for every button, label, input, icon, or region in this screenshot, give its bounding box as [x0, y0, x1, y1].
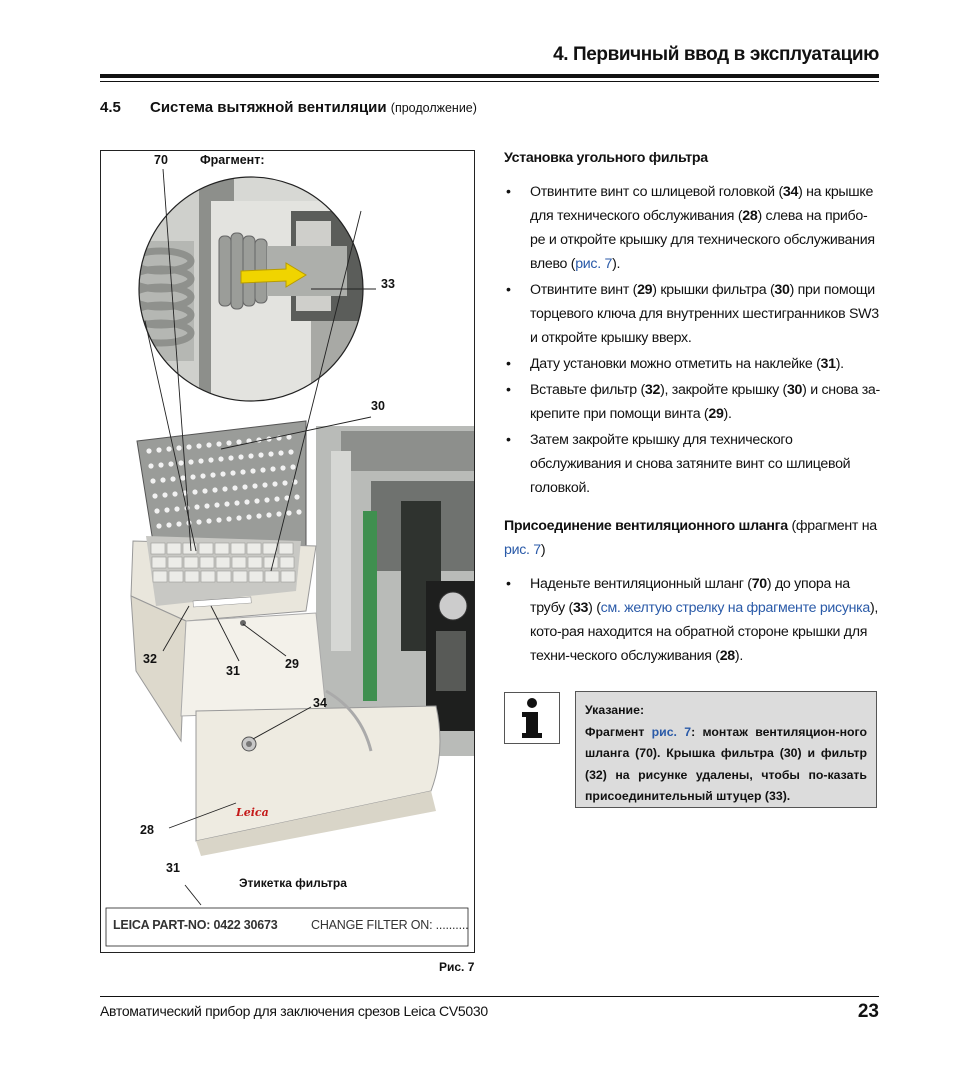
callout-70: 70: [154, 153, 168, 167]
callout-31-label: 31: [166, 861, 180, 875]
callout-33: 33: [381, 277, 395, 291]
leica-logo: Leica: [236, 806, 269, 819]
label-part-no: LEICA PART-NO: 0422 30673: [113, 918, 278, 932]
footer-text: Автоматический прибор для заключения срезов Leica CV5030: [100, 1003, 488, 1019]
hose-section: [504, 514, 880, 670]
callout-31: 31: [226, 664, 240, 678]
figure-link[interactable]: рис. 7: [504, 542, 541, 558]
fragment-label: Фрагмент:: [200, 153, 265, 167]
list-item: • Отвинтите винт со шлицевой головкой (34) на крышке для технического обслуживания (28) слева на прибо-ре и откройте крышку для технического обслуживания влево (рис. 7).: [504, 180, 880, 276]
note-box: [575, 691, 877, 808]
callout-32: 32: [143, 652, 157, 666]
list-item: • Отвинтите винт (29) крышки фильтра (30) при помощи торцевого ключа для внутренних шестигранников SW3 и откройте крышку вверх.: [504, 278, 880, 350]
callout-29: 29: [285, 657, 299, 671]
figure-link[interactable]: рис. 7: [651, 724, 692, 739]
note-body: Фрагмент рис. 7: монтаж вентиляцион-ного шланга (70). Крышка фильтра (30) и фильтр (32) на рисунке удалены, чтобы по-казать присоединительный штуцер (33).: [585, 724, 867, 803]
label-change-filter: CHANGE FILTER ON: ..........: [311, 918, 469, 932]
filter-install-heading: Установка угольного фильтра: [504, 150, 708, 166]
note-title: Указание:: [585, 703, 645, 717]
list-item: • Дату установки можно отметить на наклейке (31).: [504, 352, 880, 376]
filter-install-section: [504, 146, 880, 502]
callout-28: 28: [140, 823, 154, 837]
chapter-title: 4. Первичный ввод в эксплуатацию: [553, 44, 879, 65]
section-heading: [100, 99, 477, 116]
section-title: Система вытяжной вентиляции: [150, 99, 387, 116]
footer-rule: [100, 996, 879, 997]
instrument-illustration: [101, 151, 474, 952]
list-item: • Наденьте вентиляционный шланг (70) до упора на трубу (33) (см. желтую стрелку на фрагменте рисунка), кото-рая находится на обратной стороне крышки для техни-ческого обслуживания (28).: [504, 572, 880, 668]
figure-link[interactable]: рис. 7: [575, 256, 613, 272]
header-rule: [100, 74, 879, 78]
info-icon: [504, 692, 560, 744]
filter-label-title: Этикетка фильтра: [239, 876, 347, 890]
list-item: • Вставьте фильтр (32), закройте крышку (30) и снова за-крепите при помощи винта (29).: [504, 378, 880, 426]
hose-heading: Присоединение вентиляционного шланга (фрагмент на рис. 7): [504, 518, 877, 558]
callout-34: 34: [313, 696, 327, 710]
filter-install-list: [504, 180, 880, 500]
header-rule-thin: [100, 81, 879, 82]
hose-list: [504, 572, 880, 668]
section-number: 4.5: [100, 99, 121, 116]
figure-caption: Рис. 7: [439, 960, 475, 974]
callout-30: 30: [371, 399, 385, 413]
figure-link[interactable]: см. желтую стрелку на фрагменте рисунка: [600, 600, 870, 616]
figure-7: [100, 150, 475, 953]
section-continued: (продолжение): [390, 101, 477, 115]
page-number: 23: [857, 1001, 879, 1022]
list-item: • Затем закройте крышку для технического обслуживания и снова затяните винт со шлицевой головкой.: [504, 428, 880, 500]
